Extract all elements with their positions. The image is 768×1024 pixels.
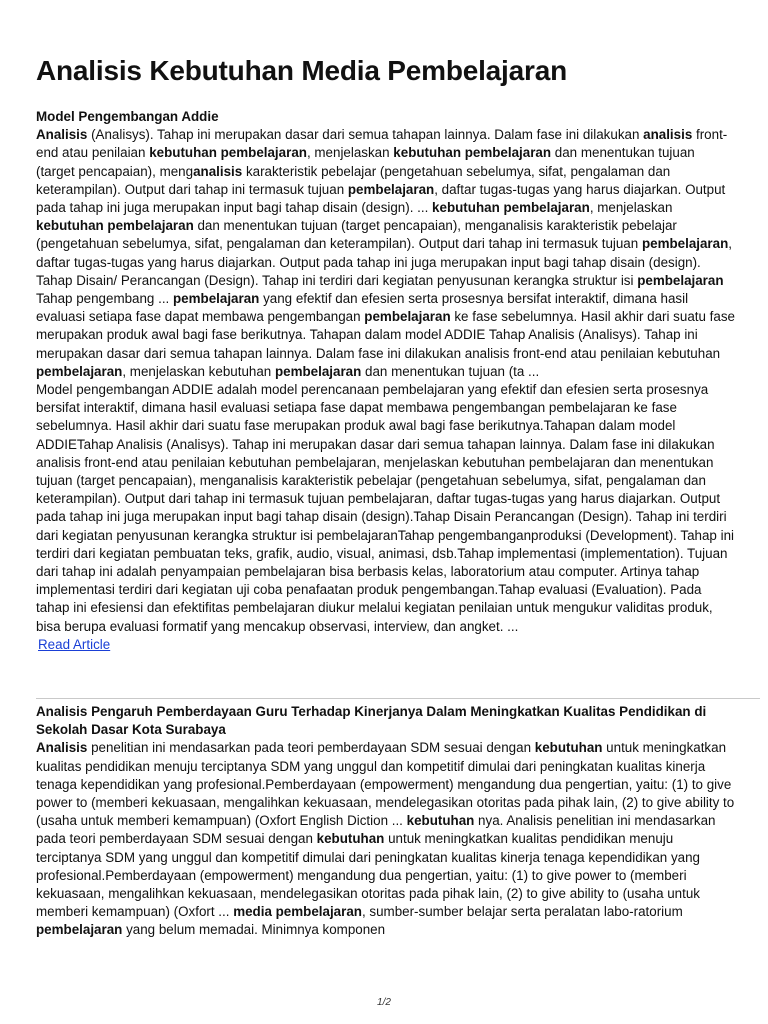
snippet-text: , menjelaskan xyxy=(589,200,673,216)
highlight-term: analisis xyxy=(193,163,243,179)
snippet-text: dan menentukan tujuan (target pencapaian), menganalisis karakteristik pebelajar (pengetahuan sebelumya, sifat, pengalaman dan keterampilan). Output dari tahap ini termasuk tujuan xyxy=(36,218,677,252)
highlight-term: pembelajaran xyxy=(364,309,451,325)
snippet-text: untuk meningkatkan kualitas pendidikan menuju terciptanya SDM yang unggul dan kompetitif dimulai dari peningkatan kualitas kinerja tenaga kependidikan yang profesional.Pemberdayaan (empowerment) mengandung dua pengertian, yaitu: (1) to give power to (memberi kekuasaan, mengalihkan kekuasaan, mendelegasikan otoritas pada pihak lain, (2) to give ability to (usaha untuk memberi kemampuan) (Oxfort ... xyxy=(36,831,700,920)
read-article-link[interactable]: Read Article xyxy=(38,636,111,652)
highlight-term: kebutuhan pembelajaran xyxy=(393,145,552,161)
section-snippet xyxy=(36,739,736,939)
highlight-term: kebutuhan pembelajaran xyxy=(149,145,307,161)
snippet-text: ke fase sebelumnya. Hasil akhir dari suatu fase merupakan produk awal bagi fase berikutnya. Tahapan dalam model ADDIE Tahap Analisis (Analisys). Tahap ini merupakan dasar dari semua tahapan lainnya. Dalam fase ini dilakukan analisis front-end atau penilaian kebutuhan xyxy=(36,309,735,361)
highlight-term: media pembelajaran xyxy=(233,904,362,920)
highlight-term: pembelajaran xyxy=(36,363,123,379)
snippet-paragraph xyxy=(36,739,736,939)
highlight-term: kebutuhan xyxy=(406,813,475,829)
snippet-text: yang belum memadai. Minimnya komponen xyxy=(122,922,386,938)
snippet-text: , sumber-sumber belajar serta peralatan labo-ratorium xyxy=(361,904,683,920)
page-title: Analisis Kebutuhan Media Pembelajaran xyxy=(36,55,567,86)
highlight-term: kebutuhan pembelajaran xyxy=(432,200,590,216)
snippet-text: penelitian ini mendasarkan pada teori pemberdayaan SDM sesuai dengan xyxy=(87,740,535,756)
highlight-term: pembelajaran xyxy=(173,291,260,307)
snippet-text: dan menentukan tujuan (ta ... xyxy=(361,363,540,379)
result-section-1 xyxy=(36,108,736,654)
snippet-text: , daftar tugas-tugas yang harus diajarkan. Output pada tahap ini juga merupakan input bagi tahap disain (design). Tahap Disain/ Perancangan (Design). Tahap ini terdiri dari kegiatan penyusunan kerangka struktur isi xyxy=(36,236,733,288)
highlight-term: kebutuhan xyxy=(534,740,603,756)
result-section-2 xyxy=(36,703,736,940)
section-heading: Model Pengembangan Addie xyxy=(36,109,219,124)
snippet-text: , menjelaskan xyxy=(306,145,394,161)
highlight-term: analisis xyxy=(643,127,693,143)
highlight-term: Analisis xyxy=(36,740,88,756)
snippet-text: (Analisys). Tahap ini merupakan dasar dari semua tahapan lainnya. Dalam fase ini dilakukan xyxy=(87,127,644,143)
snippet-text: , menjelaskan kebutuhan xyxy=(122,363,275,379)
page-indicator: 1/2 xyxy=(377,997,391,1008)
highlight-term: pembelajaran xyxy=(274,363,362,379)
snippet-text: dan menentukan tujuan (target pencapaian), meng xyxy=(36,145,695,179)
highlight-term: kebutuhan xyxy=(316,831,385,847)
section-heading: Analisis Pengaruh Pemberdayaan Guru Terhadap Kinerjanya Dalam Meningkatkan Kualitas Pendidikan di Sekolah Dasar Kota Surabaya xyxy=(36,704,707,738)
section-divider xyxy=(36,698,760,699)
section-snippet xyxy=(36,126,736,381)
body-paragraph: Model pengembangan ADDIE adalah model perencanaan pembelajaran yang efektif dan efesien serta prosesnya bersifat interaktif, dimana hasil evaluasi setiapa fase dapat membawa pengembangan pembelajaran ke fase sebelumnya. Hasil akhir dari suatu fase merupakan produk awal bagi fase berikutnya.Tahapan dalam model ADDIETahap Analisis (Analisys). Tahap ini merupakan dasar dari semua tahapan lainnya. Dalam fase ini dilakukan analisis front-end atau penilaian kebutuhan pembelajaran, menjelaskan kebutuhan pembelajaran dan menentukan tujuan (target pencapaian), menganalisis karakteristik pebelajar (pengetahuan sebelumya, sifat, pengalaman dan keterampilan). Output dari tahap ini termasuk tujuan pembelajaran, daftar tugas-tugas yang harus diajarkan. Output pada tahap ini juga merupakan input bagi tahap disain (design).Tahap Disain Perancangan (Design). Tahap ini terdiri dari kegiatan penyusunan kerangka struktur isi pembelajaranTahap pengembanganproduksi (Development). Tahap ini terdiri dari kegiatan pembuatan teks, grafik, audio, visual, animasi, dsb.Tahap implementasi (implementation). Tujuan dari tahap ini adalah penyampaian pembelajaran bisa berbasis kelas, laboratorium atau computer. Artinya tahap implementasi terdiri dari kegiatan uji coba penafaatan produk pengembangan.Tahap evaluasi (Evaluation). Pada tahap ini efesiensi dan efektifitas pembelajaran diukur melalui kegiatan penilaian untuk mengukur validitas produk, bisa berupa evaluasi formatif yang mencakup observasi, interview, dan angket. ... xyxy=(36,382,734,634)
highlight-term: Analisis xyxy=(36,127,88,143)
highlight-term: pembelajaran xyxy=(36,922,123,938)
snippet-text: Tahap pengembang ... xyxy=(36,291,173,307)
highlight-term: kebutuhan pembelajaran xyxy=(36,218,194,234)
snippet-text: yang efektif dan efesien serta prosesnya bersifat interaktif, dimana hasil evaluasi setiapa fase dapat membawa pengembangan xyxy=(36,291,689,325)
section-body xyxy=(36,381,736,636)
snippet-text: karakteristik pebelajar (pengetahuan sebelumya, sifat, pengalaman dan keterampilan). Output dari tahap ini termasuk tujuan xyxy=(36,163,671,197)
snippet-text: nya. Analisis penelitian ini mendasarkan pada teori pemberdayaan SDM sesuai dengan xyxy=(36,813,716,847)
snippet-text: , daftar tugas-tugas yang harus diajarkan. Output pada tahap ini juga merupakan input bagi tahap disain (design). ... xyxy=(36,181,726,216)
highlight-term: pembelajaran xyxy=(347,181,435,197)
highlight-term: pembelajaran xyxy=(637,272,724,288)
snippet-paragraph xyxy=(36,126,736,381)
snippet-text: untuk meningkatkan kualitas pendidikan menuju terciptanya SDM yang unggul dan kompetitif dimulai dari peningkatan kualitas kinerja tenaga kependidikan yang profesional.Pemberdayaan (empowerment) mengandung dua pengertian, yaitu: (1) to give power to (memberi kekuasaan, mengalihkan kekuasaan, mendelegasikan otoritas pada pihak lain, (2) to give ability to (usaha untuk memberi kemampuan) (Oxfort English Diction ... xyxy=(36,740,735,829)
highlight-term: pembelajaran xyxy=(641,236,729,252)
snippet-text: front-end atau penilaian xyxy=(36,127,728,161)
